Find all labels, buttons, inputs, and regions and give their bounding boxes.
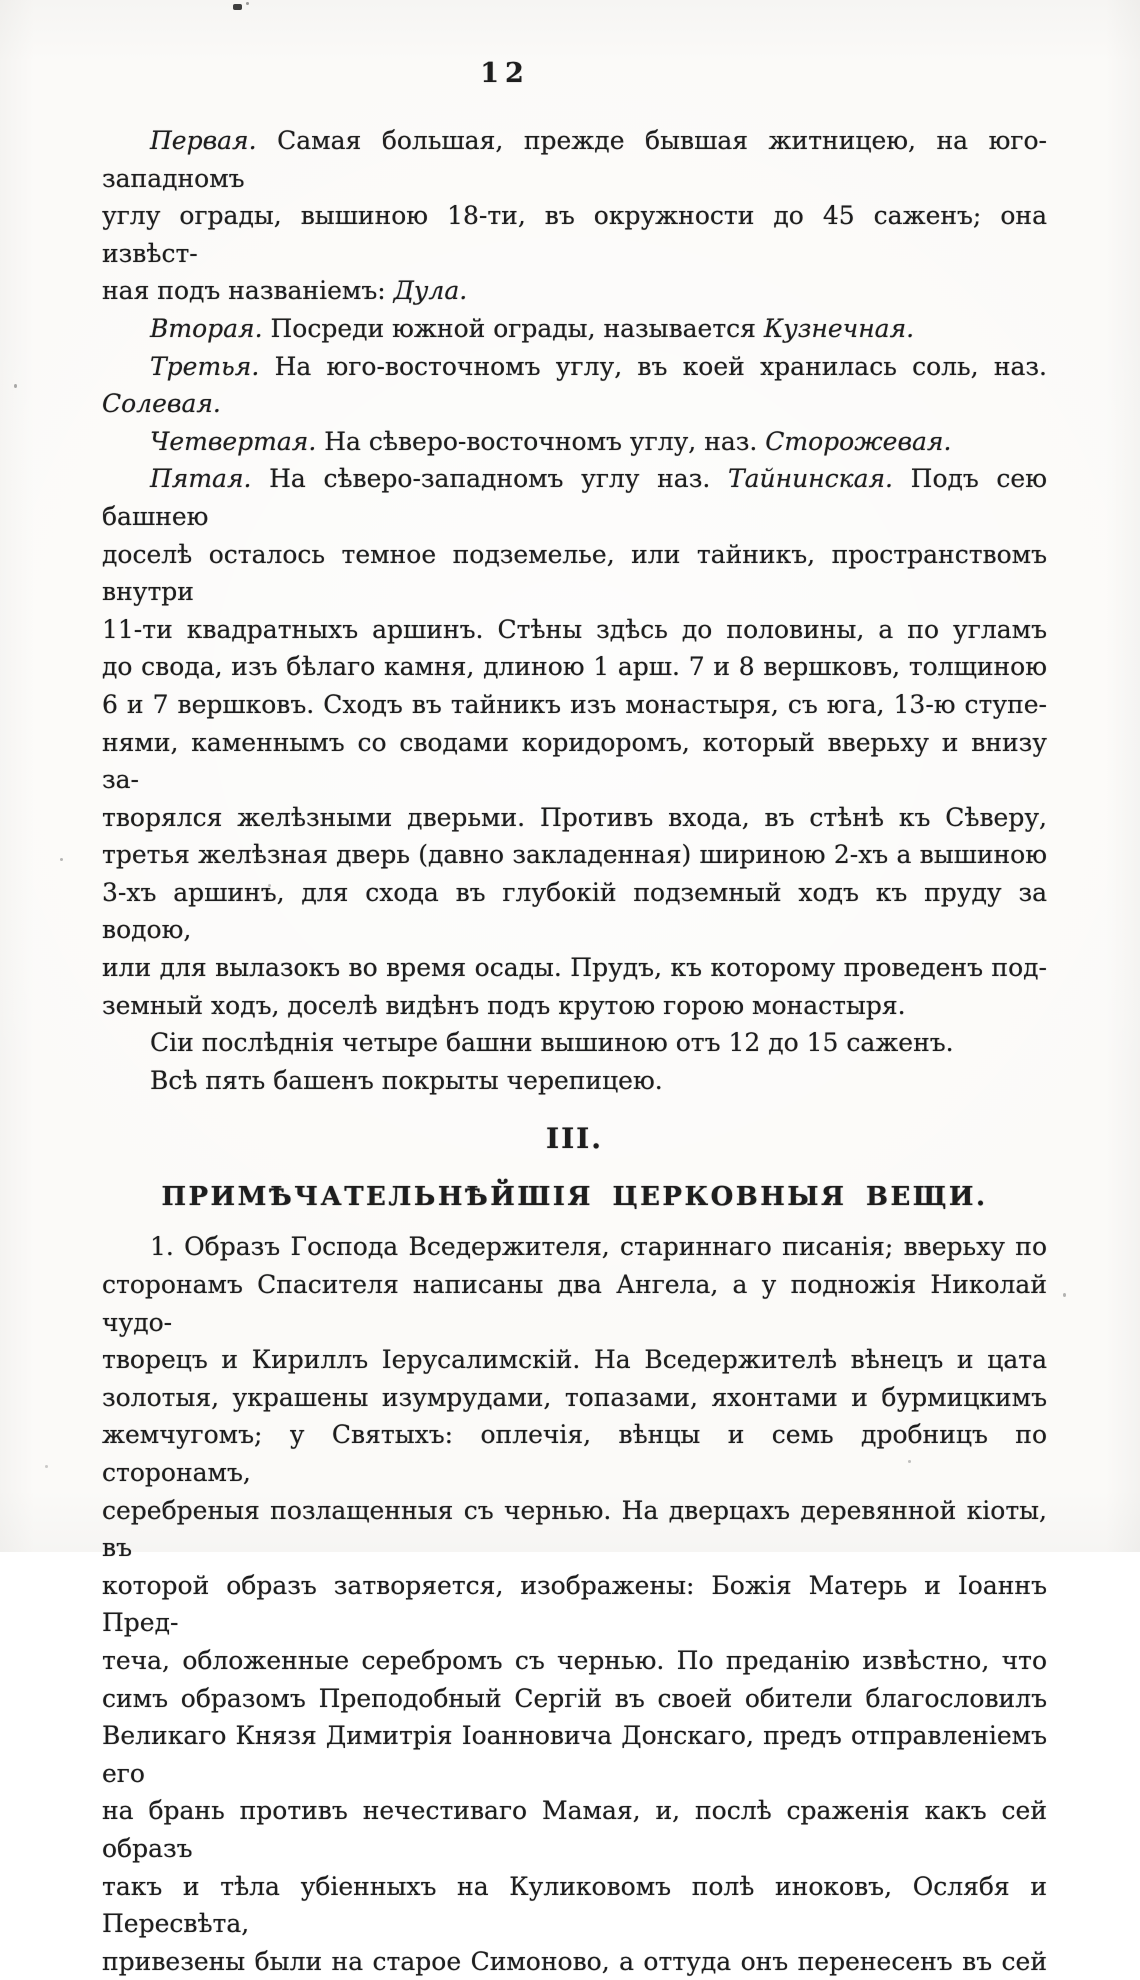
text-line: [102, 122, 1047, 197]
text-line: [102, 1492, 1047, 1567]
italic-text-run: Вторая.: [150, 313, 263, 343]
text-line: [102, 686, 1047, 724]
section-numeral: III.: [545, 1122, 604, 1156]
text-run: Всѣ пять башенъ покрыты черепицею.: [150, 1065, 663, 1095]
text-line: [102, 348, 1047, 423]
scan-speck: [233, 4, 242, 10]
italic-text-run: Третья.: [150, 351, 260, 381]
scan-speck: [268, 884, 271, 887]
page-number: 12: [480, 58, 530, 89]
paragraph: [102, 1024, 1047, 1062]
text-line: [102, 799, 1047, 837]
text-run: на брань противъ нечестиваго Мамая, и, послѣ сраженія какъ сей образъ: [102, 1796, 1047, 1863]
text-run: Подъ сею башнею: [102, 464, 1047, 531]
text-run: Сіи послѣднія четыре башни вышиною отъ 12 до 15 саженъ.: [150, 1028, 954, 1058]
text-line: [102, 1341, 1047, 1379]
text-line: [102, 1416, 1047, 1491]
text-line: [102, 197, 1047, 272]
text-run: углу ограды, вышиною 18-ти, въ окружности до 45 саженъ; она извѣст-: [102, 201, 1047, 268]
paragraph: [102, 122, 1047, 310]
text-run: На сѣверо-западномъ углу наз.: [251, 464, 728, 494]
text-run: творялся желѣзными дверьми. Противъ входа, въ стѣнѣ къ Сѣверу,: [102, 802, 1047, 832]
text-line: [102, 1717, 1047, 1792]
text-line: [102, 1792, 1047, 1867]
section-title: ПРИМѢЧАТЕЛЬНѢЙШІЯ ЦЕРКОВНЫЯ ВЕЩИ.: [161, 1182, 988, 1213]
text-run: Великаго Князя Димитрія Іоанновича Донскаго, предъ отправленіемъ его: [102, 1721, 1047, 1788]
text-line: [102, 1379, 1047, 1417]
text-line: [102, 1868, 1047, 1943]
text-run: творецъ и Кириллъ Іерусалимскій. На Вседержителѣ вѣнецъ и цата: [102, 1345, 1047, 1375]
italic-text-run: Первая.: [150, 126, 257, 155]
text-run: которой образъ затворяется, изображены: Божія Матерь и Іоаннъ Пред-: [102, 1570, 1047, 1638]
text-run: 1. Образъ Господа Вседержителя, стариннаго писанія; вверьху по: [150, 1232, 1047, 1262]
scan-speck: [14, 384, 17, 388]
paragraph: [102, 1062, 1047, 1100]
text-run: теча, обложенные серебромъ съ чернью. По преданію извѣстно, что: [102, 1645, 1047, 1675]
text-run: серебреныя позлащенныя съ чернью. На дверцахъ деревянной кіоты, въ: [102, 1495, 1047, 1563]
text-run: до свода, изъ бѣлаго камня, длиною 1 арш. 7 и 8 вершковъ, толщиною: [102, 652, 1047, 682]
italic-text-run: Солевая.: [102, 389, 221, 419]
paragraph: [102, 423, 1047, 461]
text-line: [102, 724, 1047, 799]
text-run: ная подъ названіемъ:: [102, 276, 394, 306]
italic-text-run: Тайнинская.: [727, 464, 893, 494]
text-line: [102, 1943, 1047, 1980]
text-run: сторонамъ Спасителя написаны два Ангела, а у подножія Николай чудо-: [102, 1270, 1047, 1337]
paragraph: [102, 460, 1047, 1024]
text-line: [102, 1567, 1047, 1642]
scan-speck: [60, 858, 63, 861]
italic-text-run: Четвертая.: [150, 426, 317, 456]
text-line: [102, 423, 1047, 461]
text-line: [102, 460, 1047, 535]
italic-text-run: Дула.: [393, 276, 468, 306]
text-line: [102, 536, 1047, 611]
paragraph: [102, 310, 1047, 348]
text-run: На сѣверо-восточномъ углу, наз.: [316, 426, 766, 456]
text-run: золотыя, украшены изумрудами, топазами, яхонтами и бурмицкимъ: [102, 1382, 1047, 1412]
paragraph: [102, 1228, 1047, 1980]
text-block: [102, 122, 1047, 1980]
text-run: 3-хъ аршинъ, для схода въ глубокій подземный ходъ къ пруду за водою,: [102, 877, 1047, 945]
text-line: [102, 1680, 1047, 1718]
text-run: 6 и 7 вершковъ. Сходъ въ тайникъ изъ монастыря, съ юга, 13-ю ступе-: [102, 689, 1047, 719]
text-run: привезены были на старое Симоново, а оттуда онъ перенесенъ въ сей: [102, 1946, 1047, 1976]
italic-text-run: Кузнечная.: [763, 313, 915, 343]
text-run: 11-ти квадратныхъ аршинъ. Стѣны здѣсь до половины, а по угламъ: [102, 614, 1047, 644]
text-run: нями, каменнымъ со сводами коридоромъ, который вверьху и внизу за-: [102, 727, 1047, 795]
text-line: [102, 648, 1047, 686]
text-line: [102, 987, 1047, 1025]
text-line: [102, 310, 1047, 348]
scan-speck: [246, 2, 249, 5]
text-line: [102, 949, 1047, 987]
scan-speck: [45, 1465, 48, 1468]
text-line: [102, 1024, 1047, 1062]
scan-speck: [908, 1460, 911, 1463]
scan-speck: [1063, 1293, 1066, 1297]
text-run: На юго-восточномъ углу, въ коей хранилась соль, наз.: [259, 351, 1047, 381]
text-line: [102, 611, 1047, 649]
text-line: [102, 836, 1047, 874]
text-line: [102, 1642, 1047, 1680]
text-run: или для вылазокъ во время осады. Прудъ, къ которому проведенъ под-: [102, 953, 1047, 983]
text-run: Самая большая, прежде бывшая житницею, на юго-западномъ: [102, 126, 1047, 193]
italic-text-run: Пятая.: [150, 464, 252, 494]
text-line: [102, 272, 1047, 310]
text-line: [102, 874, 1047, 949]
text-line: [102, 1266, 1047, 1341]
text-run: доселѣ осталось темное подземелье, или тайникъ, пространствомъ внутри: [102, 539, 1047, 607]
text-run: такъ и тѣла убіенныхъ на Куликовомъ полѣ иноковъ, Ослябя и Пересвѣта,: [102, 1871, 1047, 1939]
text-line: [102, 1228, 1047, 1266]
text-run: Посреди южной ограды, называется: [262, 313, 764, 343]
text-run: третья желѣзная дверь (давно закладенная) шириною 2-хъ а вышиною: [102, 840, 1047, 870]
text-run: земный ходъ, доселѣ видѣнъ подъ крутою горою монастыря.: [102, 990, 906, 1020]
text-run: симъ образомъ Преподобный Сергій въ своей обители благословилъ: [102, 1683, 1047, 1713]
italic-text-run: Сторожевая.: [765, 426, 952, 456]
text-line: [102, 1062, 1047, 1100]
text-run: жемчугомъ; у Святыхъ: оплечія, вѣнцы и семь дробницъ по сторонамъ,: [102, 1420, 1047, 1487]
paragraph: [102, 348, 1047, 423]
